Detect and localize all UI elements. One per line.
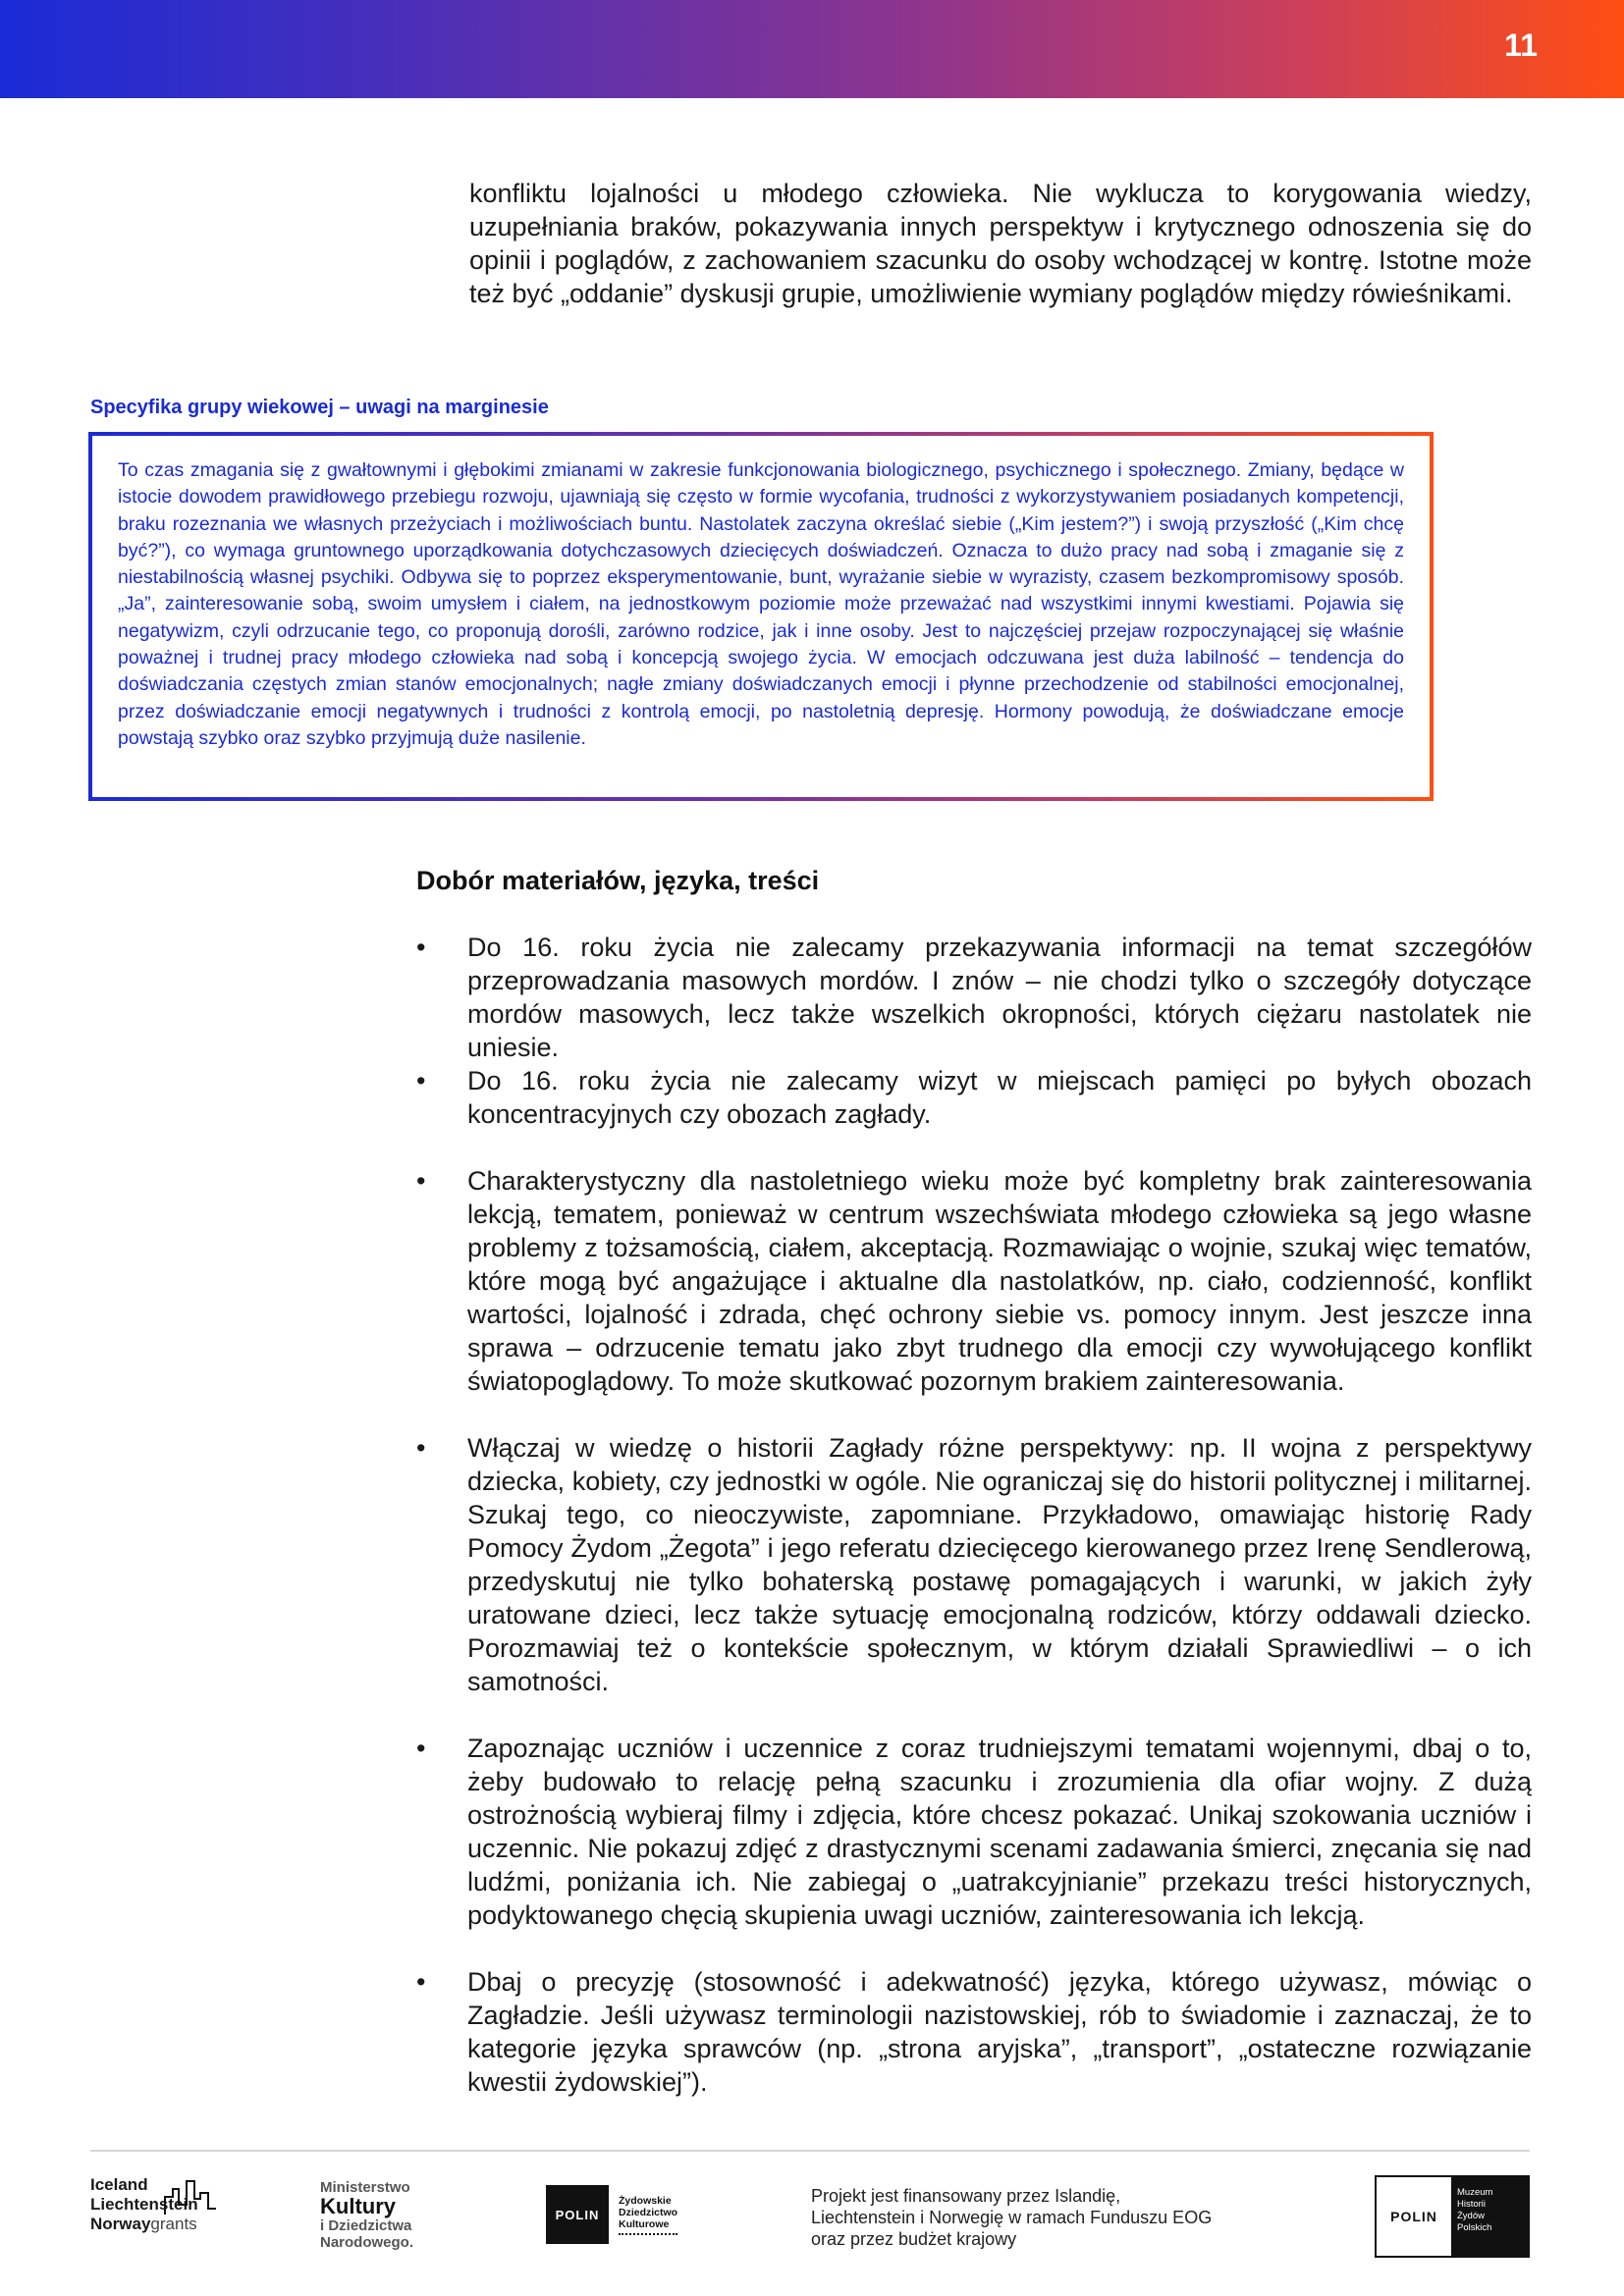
bullet-icon: • xyxy=(416,1734,426,1763)
section-heading: Dobór materiałów, języka, treści xyxy=(416,866,820,895)
funding-line2: Liechtenstein i Norwegię w ramach Funduszu EOG xyxy=(811,2208,1213,2227)
list-item xyxy=(416,1164,1532,1398)
page-number: 11 xyxy=(1504,27,1538,63)
intro-paragraph: konfliktu lojalności u młodego człowieka. Nie wyklucza to korygowania wiedzy, uzupełniania braków, pokazywania innych perspektyw i krytycznego odnoszenia się do opinii i poglądów, z zachowaniem szacunku do osoby wchodzącej w kontrę. Istotne może też być „oddanie” dyskusji grupie, umożliwienie wymiany poglądów między rówieśnikami. xyxy=(469,179,1532,308)
eea-logo-line3: Norwaygrants xyxy=(90,2215,197,2233)
bullet-icon: • xyxy=(416,933,426,962)
list-item xyxy=(416,1965,1532,2099)
bullet-icon: • xyxy=(416,1433,426,1463)
bullet-icon: • xyxy=(416,1066,426,1095)
eea-logo-line1: Iceland xyxy=(90,2175,148,2194)
list-item-text: Zapoznając uczniów i uczennice z coraz trudniejszymi tematami wojennymi, dbaj o to, żeby budowało to relację pełną szacunku i zrozumienia dla ofiar wojny. Z dużą ostrożnością wybieraj filmy i zdjęcia, które chcesz pokazać. Unikaj szokowania uczniów i uczennic. Nie pokazuj zdjęć z drastycznymi scenami zadawania śmierci, znęcania się nad ludźmi, poniżania ich. Nie zabiegaj o „uatrakcyjnianie” przekazu treści historycznych, podyktowanego chęcią skupienia uwagi uczniów, zainteresowania ich lekcją. xyxy=(467,1734,1532,1930)
list-item xyxy=(416,1064,1532,1131)
list-item xyxy=(416,1732,1532,1932)
list-item-text: Charakterystyczny dla nastoletniego wieku może być kompletny brak zainteresowania lekcją, tematem, ponieważ w centrum wszechświata młodego człowieka są jego własne problemy z tożsamością, ciałem, akceptacją. Rozmawiając o wojnie, szukaj więc tematów, które mogą być angażujące i aktualne dla nastolatków, np. ciało, codzienność, konflikt wartości, lojalność i zdrada, chęć ochrony siebie vs. pomocy innym. Jest jeszcze inna sprawa – odrzucenie tematu jako zbyt trudnego dla emocji czy wywołującego konflikt światopoglądowy. To może skutkować pozornym brakiem zainteresowania. xyxy=(467,1166,1532,1396)
mkdn-line4: Narodowego. xyxy=(320,2234,414,2251)
list-item xyxy=(416,931,1532,1064)
list-item-text: Do 16. roku życia nie zalecamy przekazywania informacji na temat szczegółów przeprowadzania masowych mordów. I znów – nie chodzi tylko o szczegóły dotyczące mordów masowych, lecz także wszelkich okropności, których ciężaru nastolatek nie uniesie. xyxy=(467,933,1532,1062)
list-item xyxy=(416,1431,1532,1698)
funding-line1: Projekt jest finansowany przez Islandię, xyxy=(811,2186,1121,2206)
eea-logo-line2: Liechtenstein xyxy=(90,2195,198,2214)
bullet-icon: • xyxy=(416,1967,426,1997)
list-item-text: Włączaj w wiedzę o historii Zagłady różne perspektywy: np. II wojna z perspektywy dziecka, kobiety, czy jednostki w ogóle. Nie ograniczaj się do historii politycznej i militarnej. Szukaj tego, co nieoczywiste, zapomniane. Przykładowo, omawiając historię Rady Pomocy Żydom „Żegota” i jego referatu dziecięcego kierowanego przez Irenę Sendlerową, przedyskutuj nie tylko bohaterską postawę pomagających i warunki, w jakich żyły uratowane dzieci, lecz także sytuację emocjonalną rodziców, którzy oddawali dziecko. Porozmawiaj też o kontekście społecznym, w którym działali Sprawiedliwi – o ich samotności. xyxy=(467,1433,1532,1696)
sidebar-text: To czas zmagania się z gwałtownymi i głębokimi zmianami w zakresie funkcjonowania biologicznego, psychicznego i społecznego. Zmiany, będące w istocie dowodem prawidłowego przebiegu rozwoju, ujawniają się często w formie wycofania, trudności z wykorzystywaniem posiadanych kompetencji, braku rozeznania we własnych przeżyciach i możliwościach buntu. Nastolatek zaczyna określać siebie („Kim jestem?”) i swoją przyszłość („Kim chcę być?”), co wymaga gruntownego uporządkowania dotychczasowych dziecięcych doświadczeń. Oznacza to dużo pracy nad sobą i zmaganie się z niestabilnością własnej psychiki. Odbywa się to poprzez eksperymentowanie, bunt, wyrażanie siebie w wyrazisty, czasem bezkompromisowy sposób. „Ja”, zainteresowanie sobą, swoim umysłem i ciałem, na jednostkowym poziomie może przeważać nad wszystkimi innymi kwestiami. Pojawia się negatywizm, czyli odrzucanie tego, co proponują dorośli, zarówno rodzice, jak i inne osoby. Jest to najczęściej przejaw rozpoczynającej się właśnie poważnej i trudnej pracy młodego człowieka nad sobą i koncepcją swojego życia. W emocjach odczuwana jest duża labilność – tendencja do doświadczania częstych zmian stanów emocjonalnych; nagłe zmiany doświadczanych emocji i płynne przechodzenie od stabilności emocjonalnej, przez doświadczanie emocji negatywnych i trudności z kontrolą emocji, po nastoletnią depresję. Hormony powodują, że doświadczane emocje powstają szybko oraz szybko przyjmują duże nasilenie. xyxy=(118,459,1404,749)
sidebar-title: Specyfika grupy wiekowej – uwagi na marginesie xyxy=(90,397,549,418)
mkdn-line2: Kultury xyxy=(320,2194,396,2218)
funding-line3: oraz przez budżet krajowy xyxy=(811,2229,1017,2249)
polin-museum-subtitle: Muzeum Historii Żydów Polskich xyxy=(1451,2177,1528,2256)
header-gradient-bar xyxy=(0,0,1624,98)
mkdn-line1: Ministerstwo xyxy=(320,2179,410,2196)
list-item-text: Dbaj o precyzję (stosowność i adekwatność) języka, którego używasz, mówiąc o Zagładzie. Jeśli używasz terminologii nazistowskiej, rób to świadomie i zaznaczaj, że to kategorie języka sprawców (np. „strona aryjska”, „transport”, „ostateczne rozwiązanie kwestii żydowskiej”). xyxy=(467,1967,1532,2097)
bullet-icon: • xyxy=(416,1166,426,1196)
polin-heritage-logo xyxy=(546,2185,677,2244)
polin-heritage-subtitle: Żydowskie Dziedzictwo Kulturowe xyxy=(619,2195,677,2235)
footer-divider xyxy=(90,2150,1530,2152)
polin-museum-logo xyxy=(1375,2175,1530,2258)
sidebar-box xyxy=(88,432,1434,801)
funding-statement xyxy=(811,2185,1223,2250)
polin-museum-mark: POLIN xyxy=(1390,2209,1437,2224)
list-item-text: Do 16. roku życia nie zalecamy wizyt w miejscach pamięci po byłych obozach koncentracyjnych czy obozach zagłady. xyxy=(467,1066,1532,1129)
eea-grants-logo xyxy=(90,2175,228,2254)
polin-mark: POLIN xyxy=(546,2185,609,2244)
eea-grants-icon xyxy=(161,2175,220,2218)
bullet-list xyxy=(416,931,1532,2132)
mkdn-line3: i Dziedzictwa xyxy=(320,2217,412,2234)
ministry-culture-logo xyxy=(320,2179,448,2251)
